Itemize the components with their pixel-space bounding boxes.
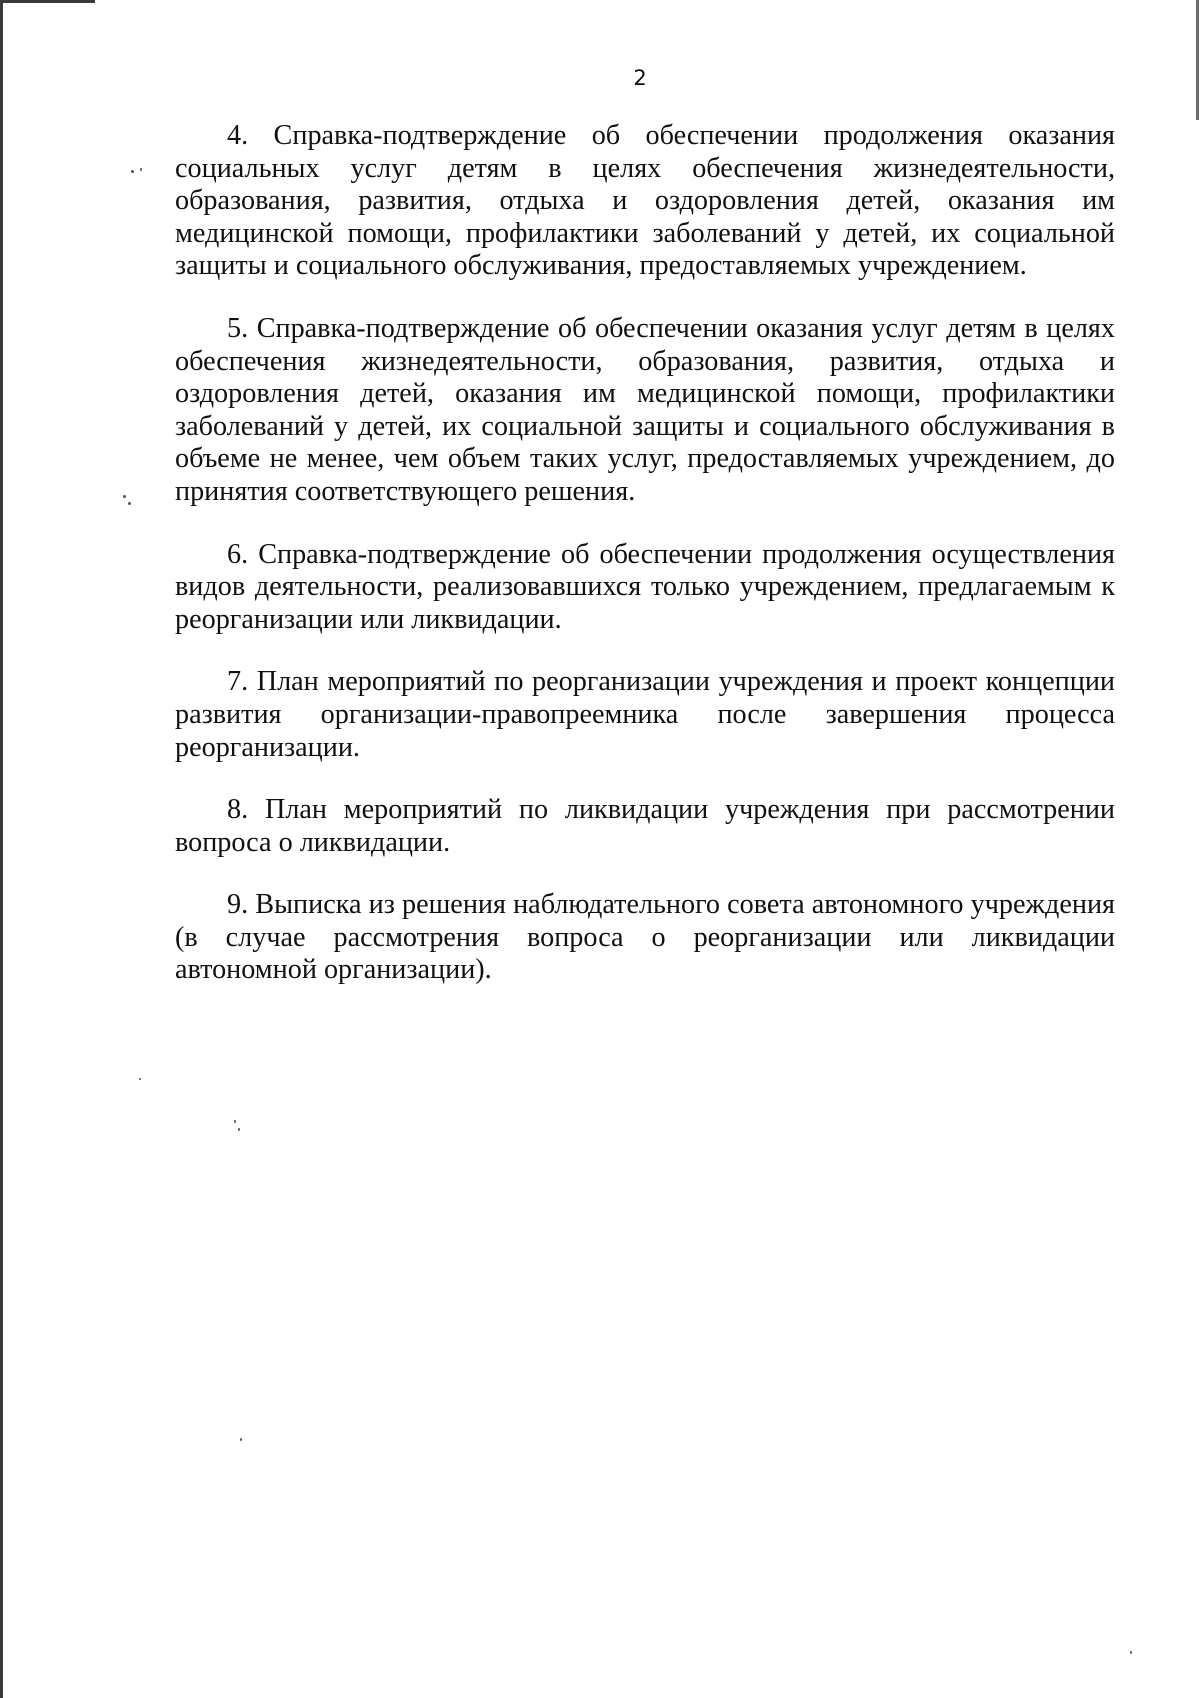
scan-edge-right [1196, 0, 1199, 120]
scan-edge-left [0, 0, 3, 1698]
list-item: 8. План мероприятий по ликвидации учреждения при рассмотрении вопроса о ликвидации. [175, 794, 1115, 858]
scan-speck [1130, 1651, 1132, 1654]
scan-speck [140, 168, 142, 171]
scan-speck [240, 1438, 242, 1441]
list-item: 5. Справка-подтверждение об обеспечении оказания услуг детям в целях обеспечения жизнедеятельности, образования, развития, отдыха и оздоровления детей, оказания им медицинской помощи, профилактики заболеваний у детей, их социальной защиты и социального обслуживания в объеме не менее, чем объем таких услуг, предоставляемых учреждением, до принятия соответствующего решения. [175, 312, 1115, 507]
scan-speck [139, 1078, 141, 1080]
list-item: 6. Справка-подтверждение об обеспечении продолжения осуществления видов деятельности, реализовавшихся только учреждением, предлагаемым к реорганизации или ликвидации. [175, 538, 1115, 635]
scan-speck [128, 502, 131, 505]
list-item: 4. Справка-подтверждение об обеспечении продолжения оказания социальных услуг детям в целях обеспечения жизнедеятельности, образования, развития, отдыха и оздоровления детей, оказания им медицинской помощи, профилактики заболеваний у детей, их социальной защиты и социального обслуживания, предоставляемых учреждением. [175, 120, 1115, 282]
scan-edge-top [0, 0, 95, 3]
scan-speck [131, 170, 134, 173]
list-item: 9. Выписка из решения наблюдательного совета автономного учреждения (в случае рассмотрения вопроса о реорганизации или ликвидации автономной организации). [175, 889, 1115, 986]
document-body [175, 120, 1115, 1017]
page-number: 2 [633, 66, 647, 90]
list-item: 7. План мероприятий по реорганизации учреждения и проект концепции развития организации-правопреемника после завершения процесса реорганизации. [175, 666, 1115, 763]
scan-speck [238, 1128, 240, 1131]
scan-speck [234, 1120, 236, 1123]
scan-speck [123, 495, 126, 498]
